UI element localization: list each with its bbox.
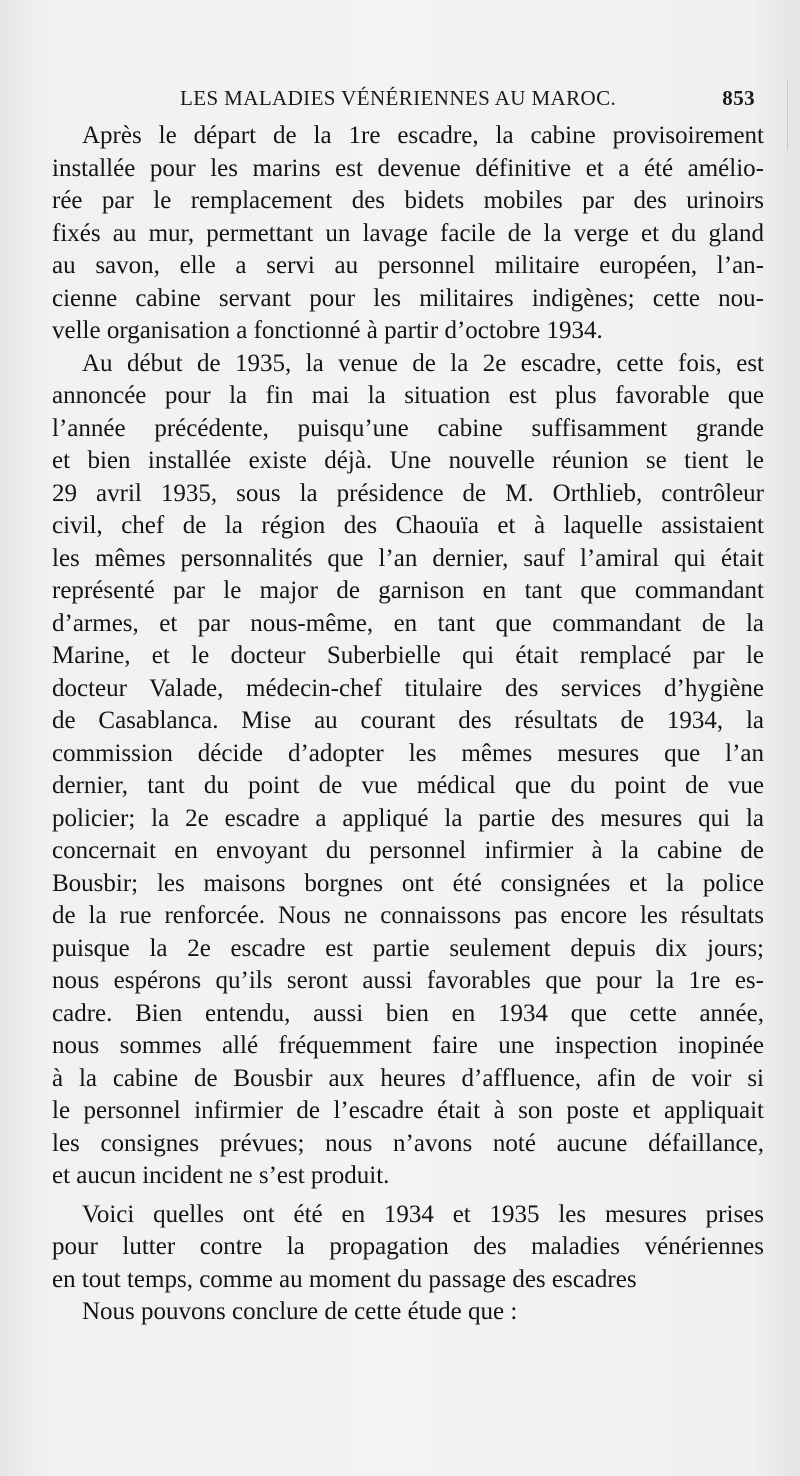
paragraph: [52, 1296, 764, 1329]
text-line: docteur Valade, médecin-chef titulaire des services d’hygiène: [52, 674, 764, 702]
text-line: Après le départ de la 1re escadre, la cabine provisoirement: [82, 122, 764, 149]
running-title: LES MALADIES VÉNÉRIENNES AU MAROC.: [180, 86, 617, 110]
text-line: nous sommes allé fréquemment faire une inspection inopinée: [52, 1032, 764, 1059]
text-line: cadre. Bien entendu, aussi bien en 1934 que cette année,: [52, 999, 764, 1027]
text-line: d’armes, et par nous-même, en tant que commandant de la: [52, 609, 764, 637]
text-line: à la cabine de Bousbir aux heures d’affluence, afin de voir si: [52, 1064, 764, 1092]
text-line: et bien installée existe déjà. Une nouvelle réunion se tient le: [52, 447, 764, 474]
text-line: représenté par le major de garnison en tant que commandant: [52, 577, 764, 604]
text-line: velle organisation a fonctionné à partir d’octobre 1934.: [52, 317, 603, 344]
paragraph: [52, 348, 764, 1193]
text-line: concernait en envoyant du personnel infirmier à la cabine de: [52, 837, 764, 864]
text-line: Au début de 1935, la venue de la 2e escadre, cette fois, est: [82, 349, 764, 377]
text-line: Nous pouvons conclure de cette étude que :: [82, 1298, 518, 1325]
text-line: Voici quelles ont été en 1934 et 1935 les mesures prises: [82, 1200, 764, 1228]
text-line: l’année précédente, puisqu’une cabine suffisamment grande: [52, 414, 764, 442]
text-line: nous espérons qu’ils seront aussi favorables que pour la 1re es-: [52, 967, 764, 994]
text-line: le personnel infirmier de l’escadre était à son poste et appliquait: [52, 1097, 764, 1124]
paragraph: [52, 1199, 764, 1297]
text-line: au savon, elle a servi au personnel militaire européen, l’an-: [52, 252, 764, 279]
page-number: 853: [722, 86, 755, 110]
text-line: puisque la 2e escadre est partie seulement depuis dix jours;: [52, 934, 764, 962]
text-line: en tout temps, comme au moment du passage des escadres: [52, 1265, 637, 1293]
text-line: Bousbir; les maisons borgnes ont été consignées et la police: [52, 869, 764, 897]
running-header: [180, 86, 755, 116]
text-line: rée par le remplacement des bidets mobiles par des urinoirs: [52, 187, 764, 214]
text-line: et aucun incident ne s’est produit.: [52, 1162, 390, 1189]
text-line: civil, chef de la région des Chaouïa et à laquelle assistaient: [52, 512, 764, 539]
text-line: fixés au mur, permettant un lavage facile de la verge et du gland: [52, 219, 764, 247]
text-line: 29 avril 1935, sous la présidence de M. Orthlieb, contrôleur: [52, 479, 764, 507]
text-line: commission décide d’adopter les mêmes mesures que l’an: [52, 739, 764, 767]
text-line: cienne cabine servant pour les militaires indigènes; cette nou-: [52, 284, 764, 312]
scan-edge-mark: [787, 80, 788, 150]
text-line: annoncée pour la fin mai la situation est plus favorable que: [52, 382, 764, 409]
text-line: de la rue renforcée. Nous ne connaissons pas encore les résultats: [52, 902, 764, 929]
text-line: installée pour les marins est devenue définitive et a été amélio-: [52, 154, 764, 182]
text-line: de Casablanca. Mise au courant des résultats de 1934, la: [52, 707, 764, 734]
text-line: les consignes prévues; nous n’avons noté aucune défaillance,: [52, 1129, 764, 1157]
text-line: policier; la 2e escadre a appliqué la partie des mesures qui la: [52, 804, 764, 832]
text-line: les mêmes personnalités que l’an dernier, sauf l’amiral qui était: [52, 544, 764, 572]
text-line: dernier, tant du point de vue médical que du point de vue: [52, 772, 764, 799]
text-line: Marine, et le docteur Suberbielle qui était remplacé par le: [52, 642, 764, 669]
paragraph: [52, 120, 764, 348]
text-line: pour lutter contre la propagation des maladies vénériennes: [52, 1233, 764, 1260]
body-text: [52, 120, 764, 1329]
